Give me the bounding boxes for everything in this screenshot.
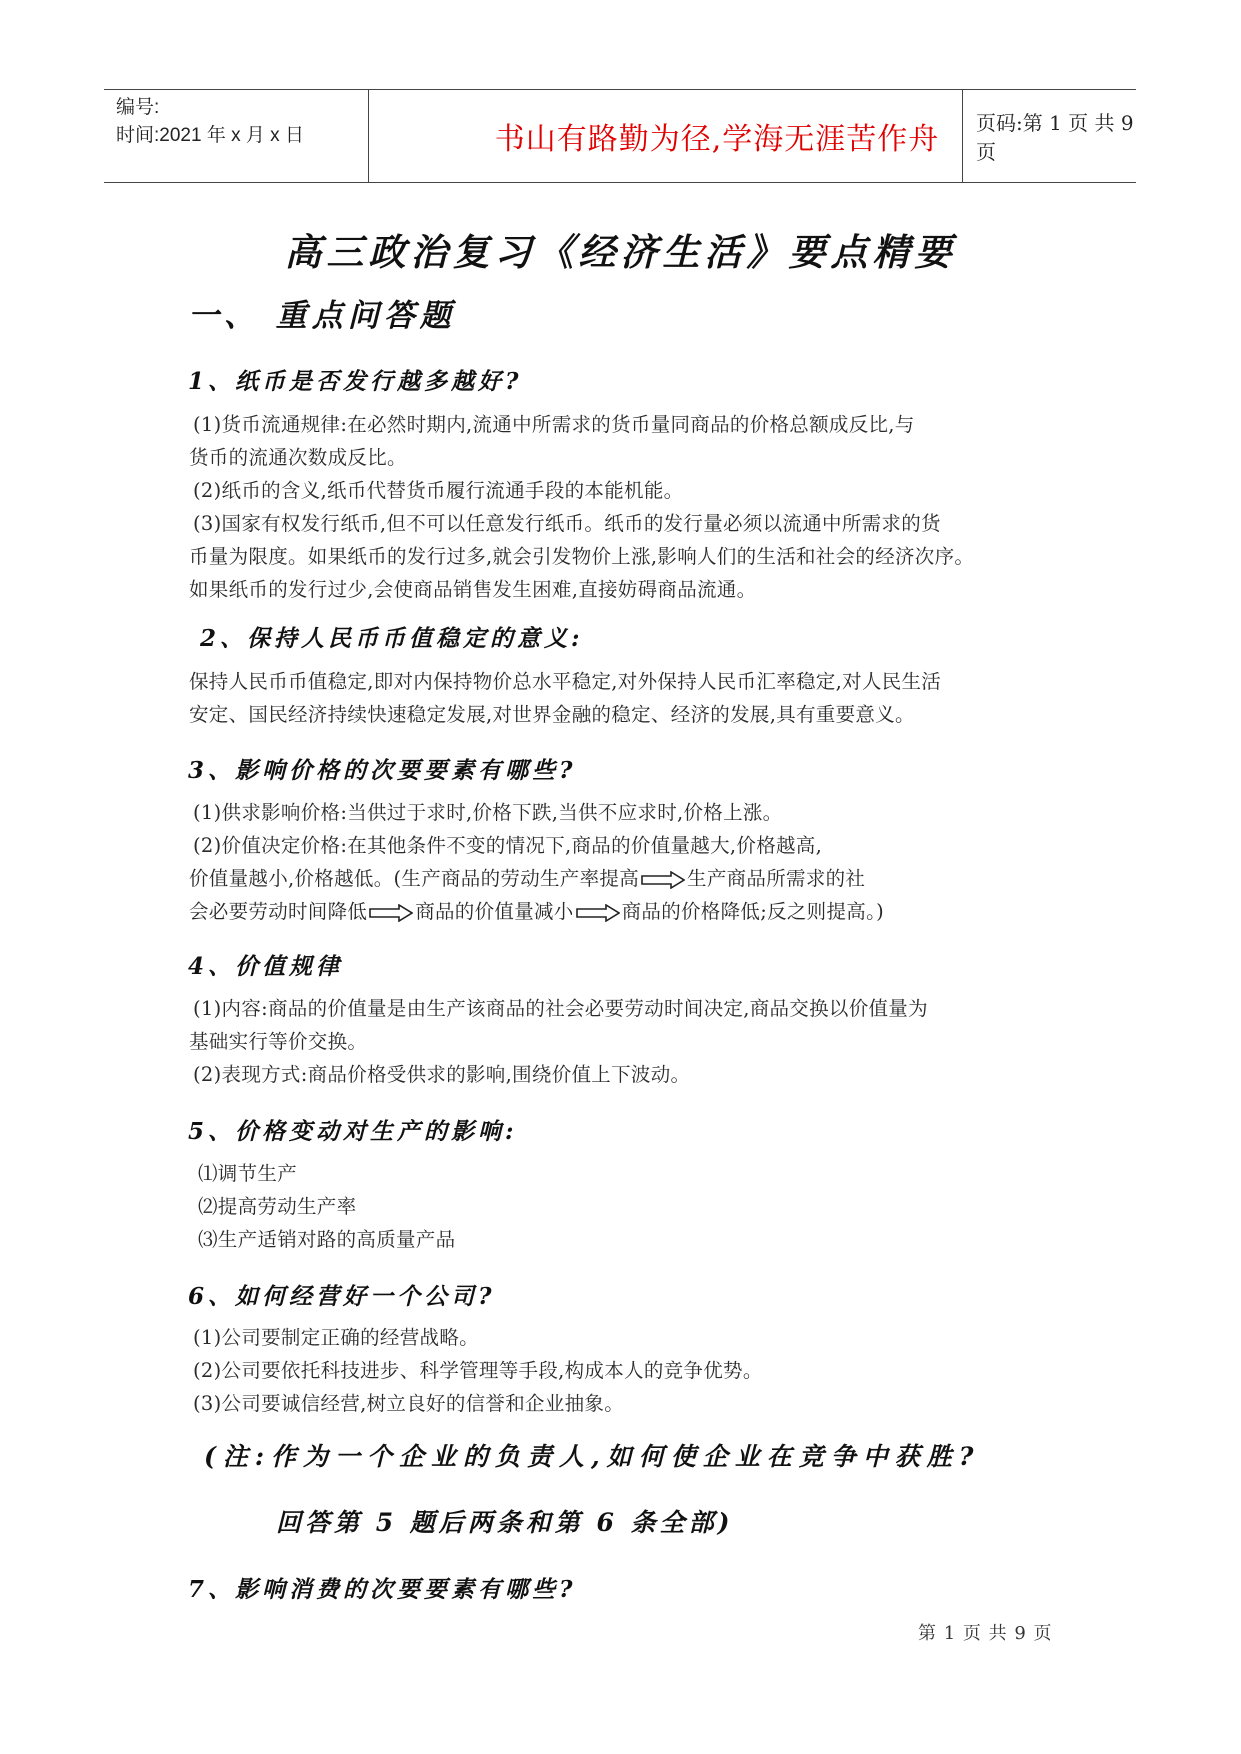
answer-line: ⑵提高劳动生产率 [198, 1195, 357, 1218]
page-footer: 第 1 页 共 9 页 [918, 1623, 1053, 1644]
answer-line [189, 862, 884, 895]
answer-text: 价值量越小,价格越低。(生产商品的劳动生产率提高 [189, 867, 640, 890]
section-heading: 一、 重点问答题 [188, 298, 456, 334]
answer-text: 商品的价格降低;反之则提高。) [621, 900, 885, 923]
answer-block [189, 665, 941, 731]
question-heading: 5、价格变动对生产的影响: [188, 1118, 518, 1145]
answer-line: (1)公司要制定正确的经营战略。 [193, 1326, 479, 1349]
answer-line: 货币的流通次数成反比。 [189, 446, 407, 469]
answer-block [189, 992, 928, 1091]
answer-line: (2)价值决定价格:在其他条件不变的情况下,商品的价值量越大,价格越高, [193, 834, 823, 857]
answer-line: (3)国家有权发行纸币,但不可以任意发行纸币。纸币的发行量必须以流通中所需求的货 [193, 512, 941, 535]
header-table [104, 89, 1136, 183]
answer-line: (1)内容:商品的价值量是由生产该商品的社会必要劳动时间决定,商品交换以价值量为 [193, 997, 928, 1020]
code-label: 编号: [116, 97, 160, 118]
question-heading: 6、如何经营好一个公司? [188, 1283, 496, 1310]
header-meta [116, 94, 304, 150]
answer-line: (1)供求影响价格:当供过于求时,价格下跌,当供不应求时,价格上涨。 [193, 801, 783, 824]
header-page-label: 页码:第 1 页 共 9 页 [976, 111, 1134, 164]
header-divider [962, 90, 963, 182]
note-line: 回答第 5 题后两条和第 6 条全部) [276, 1508, 734, 1537]
answer-line [189, 895, 884, 928]
right-arrow-icon [641, 871, 685, 889]
question-heading: 3、影响价格的次要要素有哪些? [188, 757, 577, 784]
question-heading: 4、价值规律 [188, 953, 344, 980]
answer-block [189, 796, 884, 928]
answer-line: (3)公司要诚信经营,树立良好的信誉和企业抽象。 [193, 1392, 625, 1415]
answer-line: ⑴调节生产 [198, 1162, 298, 1185]
answer-block [189, 408, 974, 606]
answer-line: 安定、国民经济持续快速稳定发展,对世界金融的稳定、经济的发展,具有重要意义。 [189, 703, 915, 726]
answer-line: ⑶生产适销对路的高质量产品 [198, 1228, 456, 1251]
document-title: 高三政治复习《经济生活》要点精要 [284, 230, 957, 274]
answer-text: 会必要劳动时间降低 [189, 900, 368, 923]
question-heading: 2、保持人民币币值稳定的意义: [200, 625, 584, 652]
answer-block [198, 1157, 455, 1256]
right-arrow-icon [369, 904, 413, 922]
question-heading: 7、影响消费的次要要素有哪些? [188, 1576, 577, 1603]
answer-line: 基础实行等价交换。 [189, 1030, 368, 1053]
note-line: (注:作为一个企业的负责人,如何使企业在竞争中获胜? [204, 1442, 981, 1471]
answer-block [189, 1321, 763, 1420]
answer-line: 保持人民币币值稳定,即对内保持物价总水平稳定,对外保持人民币汇率稳定,对人民生活 [189, 670, 942, 693]
answer-line: (1)货币流通规律:在必然时期内,流通中所需求的货币量同商品的价格总额成反比,与 [193, 413, 915, 436]
answer-line: 币量为限度。如果纸币的发行过多,就会引发物价上涨,影响人们的生活和社会的经济次序。 [189, 545, 975, 568]
answer-line: (2)表现方式:商品价格受供求的影响,围绕价值上下波动。 [193, 1063, 691, 1086]
right-arrow-icon [576, 904, 620, 922]
question-heading: 1、纸币是否发行越多越好? [188, 368, 523, 395]
time-label: 时间:2021 年 x 月 x 日 [116, 125, 304, 146]
answer-line: (2)纸币的含义,纸币代替货币履行流通手段的本能机能。 [193, 479, 684, 502]
answer-line: 如果纸币的发行过少,会使商品销售发生困难,直接妨碍商品流通。 [189, 578, 757, 601]
header-divider [368, 90, 369, 182]
header-motto: 书山有路勤为径,学海无涯苦作舟 [494, 122, 940, 157]
answer-text: 商品的价值量减小 [415, 900, 574, 923]
answer-text: 生产商品所需求的社 [687, 867, 866, 890]
answer-line: (2)公司要依托科技进步、科学管理等手段,构成本人的竞争优势。 [193, 1359, 763, 1382]
